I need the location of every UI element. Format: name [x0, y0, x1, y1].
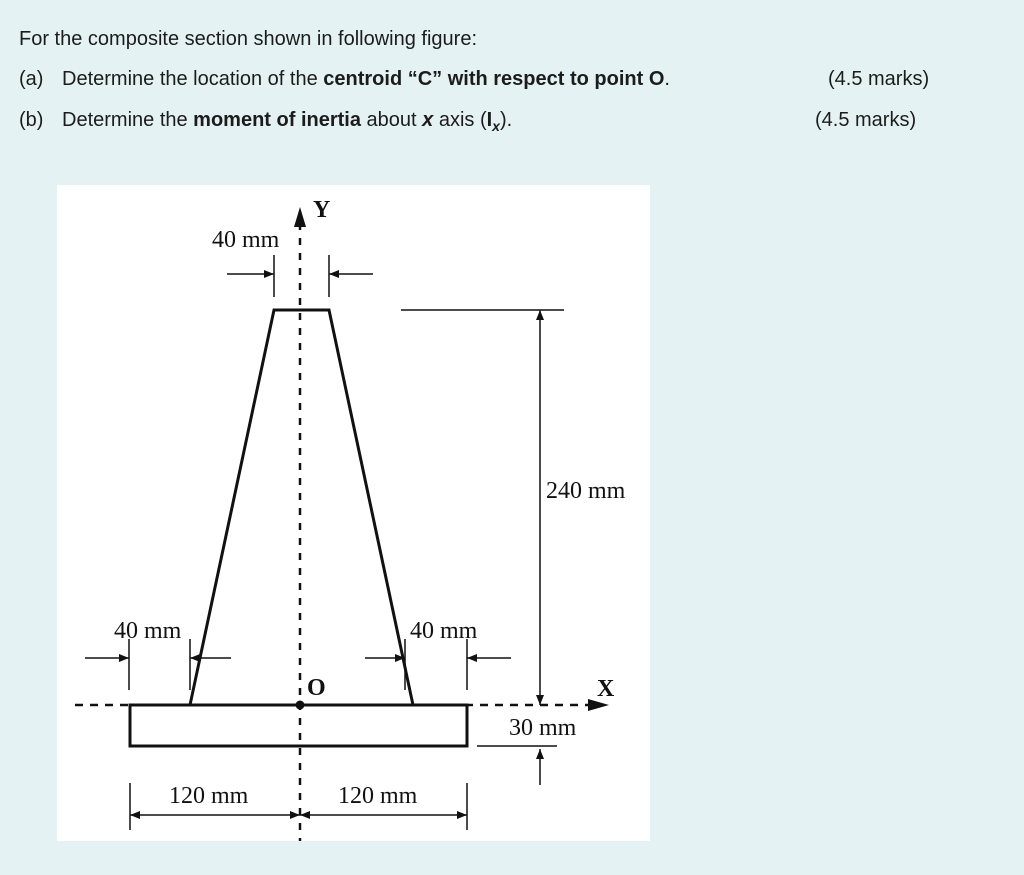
part-b-ix: [486, 109, 500, 134]
bottom-flange: [130, 705, 467, 746]
figure-panel: [57, 185, 650, 841]
x-axis-label: X: [597, 676, 615, 702]
part-a-end: .: [664, 68, 670, 90]
part-a-text: Determine the location of the: [62, 68, 324, 90]
part-b-bold: moment of inertia: [193, 109, 361, 131]
composite-section-figure: [57, 185, 650, 841]
bottom-left-label: 120 mm: [169, 783, 249, 809]
part-a-label: (a): [19, 68, 44, 90]
part-b-text: Determine the: [62, 109, 194, 131]
part-b-axis-text: axis (: [433, 109, 487, 131]
part-b-axis: x: [422, 109, 434, 131]
height-label: 240 mm: [546, 478, 626, 504]
trapezoid-web: [190, 310, 413, 705]
left-wall-label: 40 mm: [114, 618, 182, 644]
bottom-right-label: 120 mm: [338, 783, 418, 809]
part-b-about: about: [360, 109, 423, 131]
y-axis-label: Y: [313, 197, 331, 223]
question-intro: For the composite section shown in following figure:: [19, 28, 478, 50]
part-b-label: (b): [19, 109, 44, 131]
part-a-bold: centroid “C” with respect to point O: [323, 68, 665, 90]
part-b-question: [19, 108, 512, 138]
y-axis-arrow: [294, 207, 306, 227]
flange-thickness-label: 30 mm: [509, 715, 577, 741]
top-width-label: 40 mm: [212, 227, 280, 253]
part-a-marks: (4.5 marks): [828, 68, 930, 90]
right-wall-label: 40 mm: [410, 618, 478, 644]
origin-label: O: [307, 675, 326, 701]
ix-symbol: I: [486, 109, 493, 131]
part-b-end: ).: [499, 109, 513, 131]
part-a-question: [19, 67, 670, 91]
part-b-marks: (4.5 marks): [815, 109, 917, 131]
ix-subscript: x: [492, 118, 500, 134]
